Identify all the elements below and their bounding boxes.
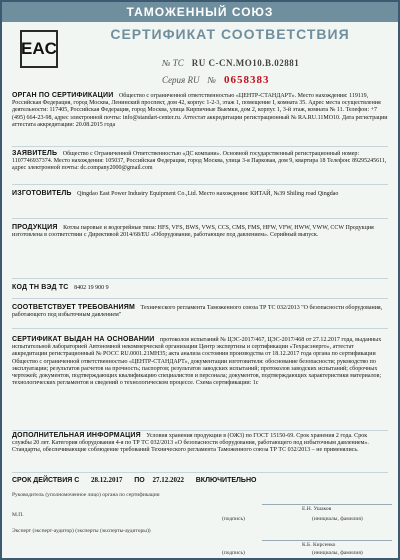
organ-section — [12, 92, 388, 147]
manufacturer-section — [12, 190, 388, 219]
top-banner — [2, 2, 398, 22]
organ-text: Общество с ограниченной ответственностью «ЦЕНТР-СТАНДАРТ». Место нахождения: 119119, Российская Федерация, город Москва, Ленинский проспект, дом 42, корпус 1-2-3, этаж 1, помещение I, комната 35. Адрес места осуществления деятельности: 117405, Российская Федерация, город Москва, улица Кирпичные Выемки, дом 2, корпус 1, 3-й этаж, комната № 11. Телефон: +7 (495) 664-23-98, адрес электронной почты: info@standart-center.ru. Аттестат аккредитации регистрационный № RA.RU.11MO10. Дата регистрации аттестата аккредитации: 20.08.2015 года — [12, 93, 388, 128]
signatures-head — [12, 492, 388, 526]
certificate-number-row — [162, 58, 299, 68]
product-section — [12, 224, 388, 279]
head-sign-hint: (подпись) — [222, 516, 245, 522]
expert-signature-line — [262, 540, 392, 541]
series-number: 0658383 — [224, 74, 270, 86]
signatures-expert — [12, 528, 388, 556]
expert-name-hint: (инициалы, фамилия) — [312, 550, 363, 556]
additional-text: Условия хранения продукции в (ОЖ3) по ГОСТ 15150-69. Срок хранения 2 года. Срок службы 20 лет. Категория оборудования 4-я по ТР ТС 032/2013 «О безопасности оборудования, работающего под избыточным давлением». Стандарты, обеспечивающие соблюдение требований Технического регламента Таможенного союза ТР ТС 032/2013 – не применялись. — [12, 433, 369, 454]
basis-text: протоколов испытаний № ЦЭС-2017/467, ЦЭС-2017/468 от 27.12.2017 года, выданных испытательной лабораторией Автономной некоммерческой организации Центр экспертизы и сертификации «Техрасэнерго», аттестат аккредитации регистрационный № РОСС RU.0001.21МН35; акта анализа состояния производства от 18.12.2017 года органа по сертификации Общество с ограниченной ответственностью «ЦЕНТР-СТАНДАРТ», документации изготовителя: обоснование безопасности; руководство по эксплуатации; результатов расчетов на прочность; паспортов; результатов заводских испытаний; протоколов заводских испытаний; сборочных чертежей; документов, подтверждающих квалификацию специалистов и персонала; документов, подтверждающих характеристики материалов; технологических регламентов и сведений о технологическом процессе. Схема сертификации: 1с — [12, 337, 382, 387]
validity-inclusive: ВКЛЮЧИТЕЛЬНО — [195, 477, 257, 484]
expert-label: Эксперт (эксперт-аудитор) (эксперты (эксперты-аудиторы)) — [12, 528, 151, 534]
manufacturer-heading: ИЗГОТОВИТЕЛЬ — [12, 190, 72, 197]
basis-heading: СЕРТИФИКАТ ВЫДАН НА ОСНОВАНИИ — [12, 336, 155, 343]
validity-to-label: ПО — [134, 477, 145, 484]
eac-mark: EAC — [20, 30, 58, 68]
head-name-hint: (инициалы, фамилия) — [312, 516, 363, 522]
hs-code-heading: КОД ТН ВЭД ТС — [12, 284, 69, 291]
product-text: Котлы паровые и водогрейные типа: HFS, VFS, BWS, VWS, CCS, CMS, FMS, HFW, VFW, HWW, VWW, CCW Продукция изготовлена в соответствии с Директивой 2014/68/EU «Оборудование, работающее под давлением». Серийный выпуск. — [12, 225, 374, 239]
hs-code-section — [12, 284, 388, 299]
validity-row — [12, 476, 388, 484]
conformity-heading: СООТВЕТСТВУЕТ ТРЕБОВАНИЯМ — [12, 304, 136, 311]
series-prefix: № — [207, 75, 216, 85]
basis-section — [12, 336, 388, 431]
validity-from: 28.12.2017 — [91, 476, 123, 484]
certificate-number: RU C-CN.MO10.B.02881 — [191, 58, 300, 68]
head-signature-line — [262, 504, 392, 505]
top-title: ТАМОЖЕННЫЙ СОЮЗ — [126, 5, 274, 19]
applicant-section — [12, 150, 388, 185]
applicant-heading: ЗАЯВИТЕЛЬ — [12, 150, 58, 157]
hs-code-value: 8402 19 900 9 — [74, 285, 109, 291]
organ-heading: ОРГАН ПО СЕРТИФИКАЦИИ — [12, 92, 114, 99]
stamp-mark: М.П. — [12, 512, 24, 518]
certificate-number-label: № ТС — [162, 58, 184, 68]
conformity-text: Технического регламента Таможенного союза ТР ТС 032/2013 "О безопасности оборудования, работающего под избыточным давлением" — [12, 305, 383, 319]
series-label: Серия RU — [162, 75, 200, 85]
validity-from-label: СРОК ДЕЙСТВИЯ С — [12, 477, 80, 484]
additional-section — [12, 432, 388, 473]
expert-sign-hint: (подпись) — [222, 550, 245, 556]
conformity-section — [12, 304, 388, 329]
manufacturer-text: Qingdao East Power Industry Equipment Co.,Ltd. Место нахождения: КИТАЙ, №39 Shiling road Qingdao — [77, 191, 339, 197]
head-label: Руководитель (уполномоченное лицо) органа по сертификации — [12, 492, 160, 498]
product-heading: ПРОДУКЦИЯ — [12, 224, 58, 231]
additional-heading: ДОПОЛНИТЕЛЬНАЯ ИНФОРМАЦИЯ — [12, 432, 141, 439]
certificate-title: СЕРТИФИКАТ СООТВЕТСТВИЯ — [110, 26, 350, 42]
series-row — [162, 74, 270, 86]
applicant-text: Общество с Ограниченной Ответственностью «ДС компани». Основной государственный регистрационный номер: 1107746937374. Место нахождения: 105037, Российская Федерация, город Москва, улица 3-я Парковая, дом 9, квартира 18 Телефон: 89295245611, адрес электронной почты: dc.company2000@gmail.com — [12, 151, 387, 172]
expert-name: К.Б. Кирсенко — [302, 542, 336, 548]
head-name: Е.Н. Ушаков — [302, 506, 332, 512]
validity-to: 27.12.2022 — [152, 476, 184, 484]
